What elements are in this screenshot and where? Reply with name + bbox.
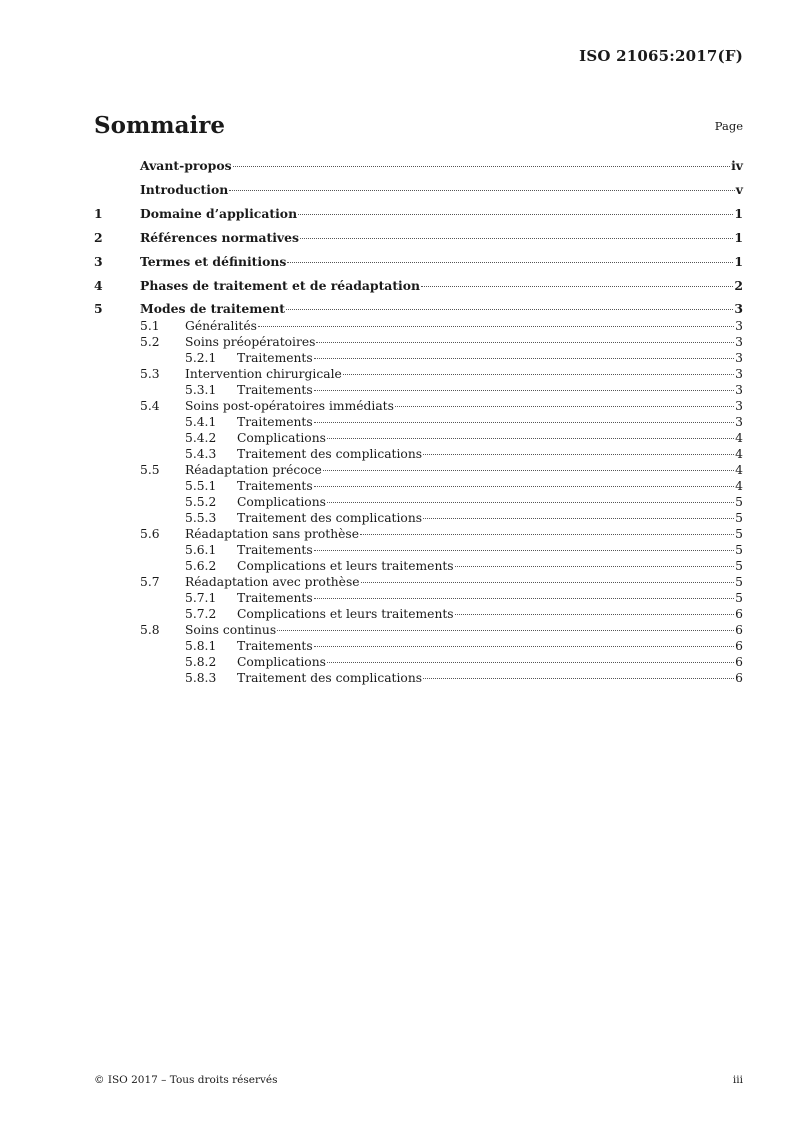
toc-entry-title: Réadaptation précoce: [185, 463, 322, 477]
toc-entry-page: 6: [735, 607, 743, 621]
toc-entry[interactable]: [94, 654, 743, 670]
table-of-contents: [94, 154, 743, 686]
toc-entry-title: Réadaptation sans prothèse: [185, 527, 359, 541]
toc-dot-leader: [287, 262, 733, 263]
toc-entry-number: 5.4.2: [185, 431, 217, 445]
toc-entry-number: 5.3.1: [185, 383, 217, 397]
toc-entry-page: v: [735, 182, 743, 197]
toc-dot-leader: [300, 238, 733, 239]
toc-entry-title: Traitements: [237, 383, 313, 397]
toc-entry-number: 5.6: [140, 527, 160, 541]
toc-entry-number: 5.8: [140, 623, 160, 637]
toc-entry-page: 6: [735, 639, 743, 653]
toc-entry-title: Réadaptation avec prothèse: [185, 575, 360, 589]
page-title: Sommaire: [94, 112, 226, 139]
toc-entry[interactable]: [94, 494, 743, 510]
toc-entry-title: Soins continus: [185, 623, 277, 637]
toc-entry-number: 5.5.1: [185, 479, 217, 493]
toc-dot-leader: [314, 358, 734, 359]
toc-entry-page: 3: [735, 351, 743, 365]
toc-entry-page: 3: [735, 367, 743, 381]
toc-entry-page: 2: [734, 278, 743, 293]
toc-dot-leader: [298, 214, 733, 215]
toc-dot-leader: [233, 166, 731, 167]
toc-entry-number: 5.2: [140, 335, 160, 349]
toc-entry-number: 5.4.3: [185, 447, 217, 461]
toc-entry[interactable]: [94, 670, 743, 686]
toc-dot-leader: [423, 454, 734, 455]
toc-entry[interactable]: [94, 274, 743, 298]
toc-entry-number: 5.3: [140, 367, 160, 381]
toc-entry-title: Soins post-opératoires immédiats: [185, 399, 394, 413]
toc-entry-title: Complications et leurs traitements: [237, 607, 454, 621]
toc-dot-leader: [361, 582, 735, 583]
toc-entry[interactable]: [94, 510, 743, 526]
toc-entry-number: 5.5.3: [185, 511, 217, 525]
toc-entry[interactable]: [94, 446, 743, 462]
toc-dot-leader: [314, 646, 734, 647]
toc-entry[interactable]: [94, 226, 743, 250]
toc-entry-title: Traitements: [237, 351, 313, 365]
toc-entry-page: 4: [735, 447, 743, 461]
toc-entry-number: 5: [94, 301, 103, 316]
toc-entry-page: 6: [735, 655, 743, 669]
toc-entry-page: 3: [735, 415, 743, 429]
toc-entry-page: 4: [735, 431, 743, 445]
toc-entry-title: Complications: [237, 431, 326, 445]
toc-entry-number: 5.5.2: [185, 495, 217, 509]
toc-entry[interactable]: [94, 606, 743, 622]
toc-entry-page: 5: [735, 511, 743, 525]
toc-entry-page: 3: [735, 383, 743, 397]
toc-entry-title: Traitements: [237, 543, 313, 557]
toc-entry-title: Complications: [237, 655, 326, 669]
toc-entry[interactable]: [94, 318, 743, 334]
toc-entry[interactable]: [94, 250, 743, 274]
toc-entry-page: 1: [734, 254, 743, 269]
toc-entry-number: 5.2.1: [185, 351, 217, 365]
toc-dot-leader: [423, 518, 734, 519]
toc-dot-leader: [314, 422, 734, 423]
toc-entry-title: Soins préopératoires: [185, 335, 316, 349]
toc-entry-title: Traitements: [237, 479, 313, 493]
toc-entry-page: 5: [735, 559, 743, 573]
toc-entry-number: 5.8.3: [185, 671, 217, 685]
toc-entry-number: 3: [94, 254, 103, 269]
footer-page-number: iii: [732, 1074, 743, 1086]
toc-entry-title: Avant-propos: [140, 158, 232, 173]
toc-entry-title: Domaine d’application: [140, 206, 298, 221]
toc-entry[interactable]: [94, 526, 743, 542]
toc-entry-page: 1: [734, 206, 743, 221]
toc-entry-title: Introduction: [140, 182, 229, 197]
toc-entry-title: Complications et leurs traitements: [237, 559, 454, 573]
toc-entry[interactable]: [94, 590, 743, 606]
toc-dot-leader: [423, 678, 734, 679]
toc-entry-number: 5.6.1: [185, 543, 217, 557]
toc-entry[interactable]: [94, 154, 743, 178]
toc-entry[interactable]: [94, 382, 743, 398]
toc-dot-leader: [360, 534, 734, 535]
toc-dot-leader: [229, 190, 735, 191]
toc-entry-page: 4: [735, 463, 743, 477]
toc-entry-page: 5: [735, 575, 743, 589]
toc-entry[interactable]: [94, 366, 743, 382]
toc-entry-number: 5.4: [140, 399, 160, 413]
toc-entry-page: iv: [731, 158, 743, 173]
toc-entry-title: Phases de traitement et de réadaptation: [140, 278, 421, 293]
toc-entry-number: 5.5: [140, 463, 160, 477]
toc-entry-page: 5: [735, 527, 743, 541]
toc-dot-leader: [314, 550, 734, 551]
toc-entry-title: Termes et définitions: [140, 254, 287, 269]
toc-entry-number: 2: [94, 230, 103, 245]
toc-entry[interactable]: [94, 202, 743, 226]
toc-entry-page: 3: [735, 335, 743, 349]
toc-entry[interactable]: [94, 622, 743, 638]
toc-entry-title: Traitements: [237, 415, 313, 429]
toc-entry[interactable]: [94, 558, 743, 574]
toc-dot-leader: [258, 326, 734, 327]
toc-entry[interactable]: [94, 430, 743, 446]
toc-dot-leader: [323, 470, 734, 471]
toc-dot-leader: [327, 502, 734, 503]
toc-entry-number: 5.7.2: [185, 607, 217, 621]
toc-entry-number: 1: [94, 206, 103, 221]
page-column-label: Page: [714, 119, 743, 133]
toc-entry-number: 5.6.2: [185, 559, 217, 573]
toc-entry-title: Complications: [237, 495, 326, 509]
toc-entry[interactable]: [94, 462, 743, 478]
toc-dot-leader: [455, 614, 735, 615]
toc-entry-number: 5.4.1: [185, 415, 217, 429]
toc-entry[interactable]: [94, 414, 743, 430]
toc-entry-page: 1: [734, 230, 743, 245]
toc-dot-leader: [395, 406, 734, 407]
toc-dot-leader: [327, 438, 734, 439]
toc-dot-leader: [421, 286, 733, 287]
toc-entry[interactable]: [94, 638, 743, 654]
toc-entry-number: 5.1: [140, 319, 160, 333]
toc-dot-leader: [286, 309, 733, 310]
toc-entry-page: 3: [735, 319, 743, 333]
toc-entry-page: 4: [735, 479, 743, 493]
toc-entry-page: 5: [735, 543, 743, 557]
document-id: ISO 21065:2017(F): [579, 47, 743, 65]
toc-dot-leader: [343, 374, 734, 375]
toc-entry[interactable]: [94, 542, 743, 558]
toc-entry-page: 3: [734, 301, 743, 316]
toc-entry-number: 5.8.1: [185, 639, 217, 653]
toc-dot-leader: [277, 630, 734, 631]
toc-dot-leader: [314, 486, 734, 487]
toc-entry-title: Intervention chirurgicale: [185, 367, 342, 381]
toc-entry-page: 5: [735, 591, 743, 605]
toc-dot-leader: [327, 662, 734, 663]
toc-entry[interactable]: [94, 300, 743, 318]
footer-copyright: © ISO 2017 – Tous droits réservés: [94, 1074, 278, 1086]
toc-entry-title: Modes de traitement: [140, 301, 285, 316]
toc-entry-title: Traitements: [237, 591, 313, 605]
toc-entry-number: 5.7: [140, 575, 160, 589]
toc-entry-page: 6: [735, 671, 743, 685]
toc-entry-title: Traitement des complications: [237, 447, 423, 461]
toc-entry[interactable]: [94, 478, 743, 494]
toc-entry-page: 6: [735, 623, 743, 637]
toc-entry-page: 3: [735, 399, 743, 413]
toc-entry-title: Traitements: [237, 639, 313, 653]
toc-entry-title: Traitement des complications: [237, 511, 423, 525]
toc-entry-title: Références normatives: [140, 230, 299, 245]
toc-entry-number: 5.8.2: [185, 655, 217, 669]
toc-entry-page: 5: [735, 495, 743, 509]
toc-entry[interactable]: [94, 574, 743, 590]
toc-dot-leader: [316, 342, 734, 343]
toc-dot-leader: [455, 566, 735, 567]
toc-entry-number: 5.7.1: [185, 591, 217, 605]
toc-entry-number: 4: [94, 278, 103, 293]
toc-entry-title: Généralités: [185, 319, 257, 333]
toc-dot-leader: [314, 598, 734, 599]
toc-entry-title: Traitement des complications: [237, 671, 423, 685]
toc-entry[interactable]: [94, 398, 743, 414]
toc-entry[interactable]: [94, 350, 743, 366]
toc-entry[interactable]: [94, 334, 743, 350]
toc-entry[interactable]: [94, 178, 743, 202]
toc-dot-leader: [314, 390, 734, 391]
